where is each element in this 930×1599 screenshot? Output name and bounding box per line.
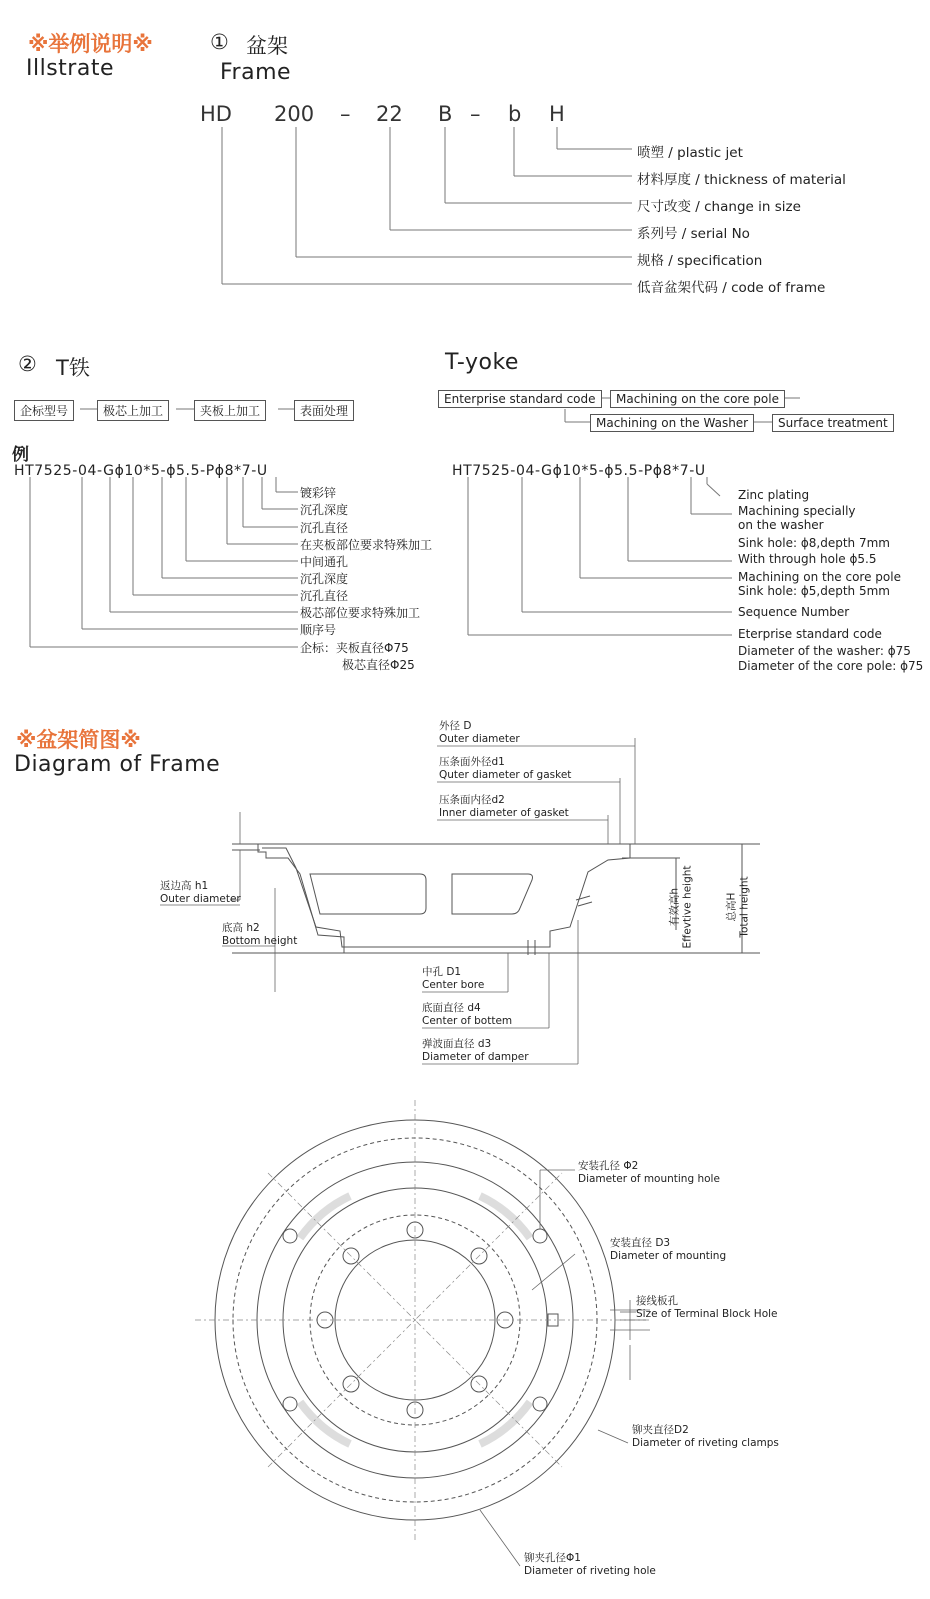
frame-code-part: HD [200, 102, 232, 126]
height-label-total: 总高H Total height [725, 876, 751, 938]
tyoke-label-cn: 极芯部位要求特殊加工 [300, 606, 421, 620]
plan-label-riveting-clamps: 铆夹直径D2 Diameter of riveting clamps [632, 1424, 779, 1449]
tyoke-label-en: Diameter of the core pole: ϕ75 [738, 659, 924, 673]
tyoke-box-cn: 表面处理 [294, 400, 354, 421]
diagram-title-en: Diagram of Frame [14, 752, 221, 777]
frame-label: 低音盆架代码 / code of frame [637, 280, 826, 296]
side-label-outer-diameter: 外径 D Outer diameter [439, 720, 520, 745]
tyoke-label-cn: 沉孔直径 [300, 521, 349, 535]
tyoke-label-cn: 镀彩锌 [300, 486, 337, 500]
side-label-gasket-inner: 压条面内径d2 Inner diameter of gasket [439, 794, 569, 819]
height-label-effective: 有效高h Effevtive height [668, 865, 694, 949]
tyoke-label-en: Sequence Number [738, 605, 850, 619]
plan-label-terminal-hole: 接线板孔 Size of Terminal Block Hole [636, 1295, 778, 1320]
tyoke-label-en: Eterprise standard code [738, 627, 882, 641]
example-label: 例 [12, 445, 29, 465]
tyoke-label-cn: 沉孔直径 [300, 589, 349, 603]
tyoke-label-cn: 顺序号 [300, 623, 337, 637]
tyoke-label-cn: 沉孔深度 [300, 503, 349, 517]
tyoke-box-cn: 极芯上加工 [97, 400, 169, 421]
tyoke-label-en: Machining on the core pole [738, 570, 901, 584]
tyoke-label-en: With through hole ϕ5.5 [738, 552, 877, 566]
frame-code-part: b [508, 102, 522, 126]
tyoke-label-en: Diameter of the washer: ϕ75 [738, 644, 911, 658]
tyoke-label-en: Zinc plating [738, 488, 810, 502]
frame-title-en: Frame [220, 60, 292, 85]
frame-code-part: – [470, 102, 481, 126]
frame-title-cn: 盆架 [246, 34, 288, 58]
tyoke-box-en: Enterprise standard code [438, 390, 602, 408]
frame-label: 材料厚度 / thickness of material [637, 172, 846, 188]
tyoke-box-cn: 企标型号 [14, 400, 74, 421]
side-label-d3: 弹波面直径 d3 Diameter of damper [422, 1038, 529, 1063]
plan-label-mounting-diameter: 安装直径 D3 Diameter of mounting [610, 1237, 727, 1262]
tyoke-number: ② [18, 352, 37, 376]
tyoke-label-en: Sink hole: ϕ8,depth 7mm [738, 536, 890, 550]
tyoke-label-cn: 极芯直径Φ25 [342, 658, 415, 672]
side-label-d4: 底面直径 d4 Center of bottem [422, 1002, 513, 1027]
illustrate-title-cn: ※举例说明※ [28, 32, 153, 56]
tyoke-title-en: T-yoke [445, 350, 519, 375]
tyoke-code-cn: HT7525-04-Gϕ10*5-ϕ5.5-Pϕ8*7-U [14, 463, 268, 479]
frame-label: 尺寸改变 / change in size [637, 199, 801, 215]
side-label-gasket-outer: 压条面外径d1 Quter diameter of gasket [439, 756, 572, 781]
tyoke-box-en: Machining on the Washer [590, 414, 754, 432]
side-label-h2: 底高 h2 Bottom height [222, 922, 298, 947]
illustrate-title-en: Illstrate [26, 56, 114, 81]
frame-code-part: B [438, 102, 453, 126]
frame-label: 系列号 / serial No [637, 226, 750, 242]
side-label-d1: 中孔 D1 Center bore [422, 966, 485, 991]
tyoke-label-cn: 沉孔深度 [300, 572, 349, 586]
tyoke-label-en: on the washer [738, 518, 824, 532]
frame-code-part: H [549, 102, 565, 126]
tyoke-label-cn: 在夹板部位要求特殊加工 [300, 538, 433, 552]
tyoke-label-en: Machining specially [738, 504, 856, 518]
tyoke-code-en: HT7525-04-Gϕ10*5-ϕ5.5-Pϕ8*7-U [452, 463, 706, 479]
tyoke-box-en: Machining on the core pole [610, 390, 785, 408]
tyoke-label-cn: 企标：夹板直径Φ75 [300, 641, 409, 655]
frame-label: 规格 / specification [637, 253, 763, 269]
plan-label-riveting-hole: 铆夹孔径Φ1 Diameter of riveting hole [524, 1552, 656, 1577]
tyoke-label-cn: 中间通孔 [300, 555, 349, 569]
frame-label: 喷塑 / plastic jet [637, 145, 743, 161]
tyoke-box-cn: 夹板上加工 [194, 400, 266, 421]
tyoke-box-en: Surface treatment [772, 414, 894, 432]
tyoke-title-cn: T铁 [56, 356, 90, 380]
frame-code-part: – [340, 102, 351, 126]
frame-code-part: 200 [274, 102, 315, 126]
frame-number: ① [210, 30, 229, 54]
plan-label-mounting-hole: 安装孔径 Φ2 Diameter of mounting hole [578, 1160, 720, 1185]
side-label-h1: 返边高 h1 Outer diameter [160, 880, 241, 905]
tyoke-label-en: Sink hole: ϕ5,depth 5mm [738, 584, 890, 598]
diagram-title-cn: ※盆架简图※ [16, 728, 141, 752]
frame-code-part: 22 [376, 102, 403, 126]
